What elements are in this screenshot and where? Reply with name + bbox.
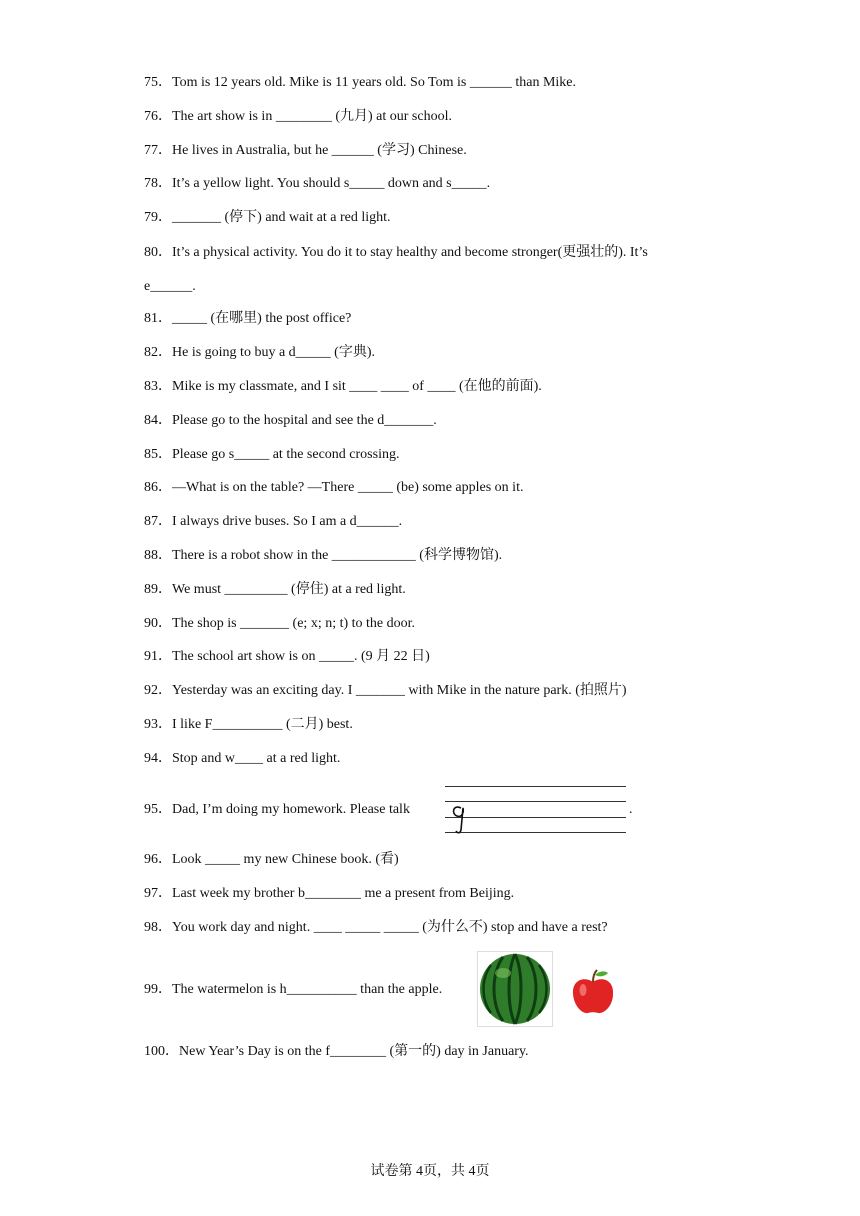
question-93: 93．I like F__________ (二月) best. [144,717,353,732]
question-79: 79．_______ (停下) and wait at a red light. [144,210,391,225]
question-98: 98．You work day and night. ____ _____ _____ (为什么不) stop and have a rest? [144,920,608,935]
question-80: 80．It’s a physical activity. You do it to stay healthy and become stronger(更强壮的). It’s e______. [144,245,648,294]
question-84: 84．Please go to the hospital and see the d_______. [144,413,437,428]
question-82: 82．He is going to buy a d_____ (字典). [144,345,375,360]
question-83: 83．Mike is my classmate, and I sit ____ ____ of ____ (在他的前面). [144,379,542,394]
question-95: 95．Dad, I’m doing my homework. Please talk [144,802,410,817]
page-footer: 试卷第 4页，共 4页 [370,1164,490,1179]
question-100: 100．New Year’s Day is on the f________ (第一的) day in January. [144,1044,529,1059]
question-75: 75．Tom is 12 years old. Mike is 11 years old. So Tom is ______ than Mike. [144,75,577,90]
question-97: 97．Last week my brother b________ me a present from Beijing. [144,886,515,901]
handwritten-letter-q [445,784,626,836]
watermelon-image [477,951,553,1027]
question-95-end: . [629,802,633,817]
question-92: 92．Yesterday was an exciting day. I _______ with Mike in the nature park. (拍照片) [144,683,627,698]
question-90: 90．The shop is _______ (e; x; n; t) to the door. [144,616,416,631]
question-88: 88．There is a robot show in the ____________ (科学博物馆). [144,548,503,563]
question-91: 91．The school art show is on _____. (9 月 22 日) [144,649,430,664]
question-96: 96．Look _____ my new Chinese book. (看) [144,852,399,867]
handwriting-lines [445,784,626,836]
question-85: 85．Please go s_____ at the second crossing. [144,447,400,462]
question-77: 77．He lives in Australia, but he ______ (学习) Chinese. [144,143,467,158]
question-81: 81．_____ (在哪里) the post office? [144,311,352,326]
question-94: 94．Stop and w____ at a red light. [144,751,341,766]
question-78: 78．It’s a yellow light. You should s_____ down and s_____. [144,176,491,191]
question-87: 87．I always drive buses. So I am a d______. [144,514,403,529]
question-99: 99．The watermelon is h__________ than the apple. [144,982,443,997]
question-76: 76．The art show is in ________ (九月) at our school. [144,109,452,124]
question-86: 86．—What is on the table? —There _____ (be) some apples on it. [144,480,524,495]
apple-image [570,968,616,1016]
question-89: 89．We must _________ (停住) at a red light. [144,582,406,597]
